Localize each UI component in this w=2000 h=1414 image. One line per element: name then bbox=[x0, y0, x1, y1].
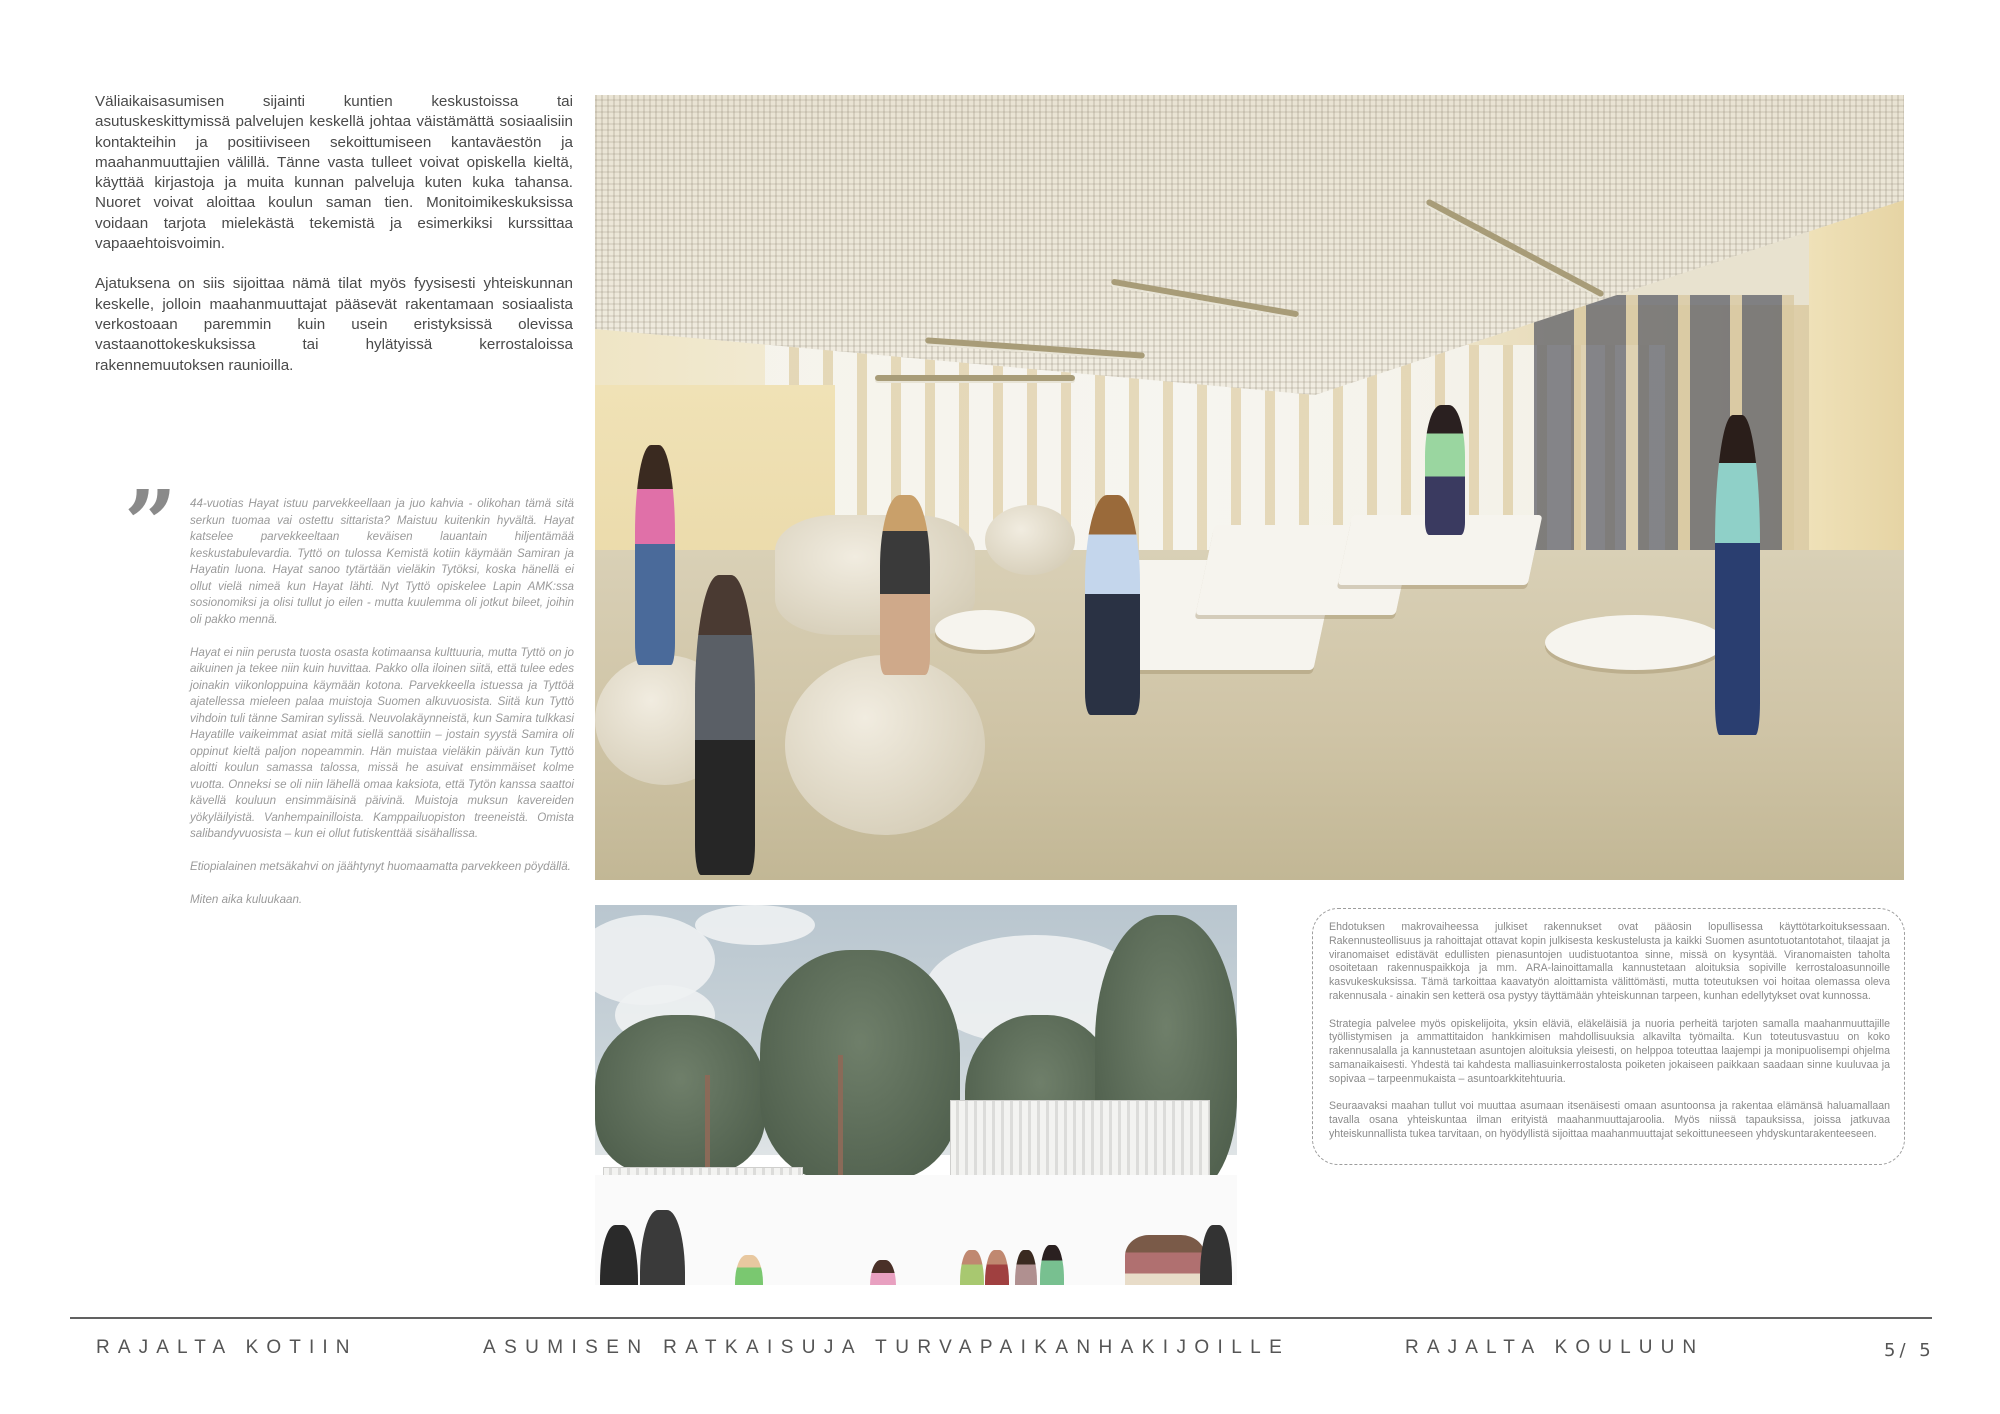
intro-paragraph-1: Väliaikaisasumisen sijainti kuntien keskustoissa tai asutuskeskittymissä palvelujen keskellä johtaa väistämättä sosiaalisiin kontakteihin ja positiiviseen sekoittumiseen kantaväestön ja maahanmuuttajien välillä. Tänne vasta tulleet voivat opiskella kieltä, käyttää kirjastoja ja muita kunnan palveluja kuten kuka tahansa. Nuoret voivat aloittaa koulun saman tien. Monitoimikeskuksissa voidaan tarjota mielekästä tekemistä ja esimerkiksi kurssittaa vapaaehtoisvoimin. bbox=[95, 93, 573, 253]
table bbox=[935, 610, 1035, 650]
pine-tree bbox=[760, 950, 960, 1180]
person bbox=[880, 495, 930, 675]
quote-mark-icon: ” bbox=[124, 470, 171, 578]
tree-trunk bbox=[838, 1055, 843, 1195]
info-box bbox=[1312, 908, 1905, 1165]
person bbox=[635, 445, 675, 665]
info-paragraph-3: Seuraavaksi maahan tullut voi muuttaa asumaan itsenäisesti omaan asuntoonsa ja rakentaa elämänsä haluamallaan tavalla osana yhteiskuntaa ilman erityistä maahanmuuttajaroolia. Myös niissä tapauksissa, joissa jatkuvaa yhteiskunnallista tukea tarvitaan, on hyödyllistä sijoittaa maahanmuuttajat sekoittuneeseen yhdyskuntarakenteeseen. bbox=[1329, 1100, 1890, 1140]
person bbox=[1085, 495, 1140, 715]
story-text bbox=[190, 496, 574, 925]
person bbox=[1125, 1235, 1205, 1285]
story-paragraph-2: Hayat ei niin perusta tuosta osasta kotimaansa kulttuuria, mutta Tyttö on jo aikuinen ja tekee niin kuin huvittaa. Pakko olla iloinen siitä, että tulee edes joinakin viikonloppuina käymään kotona. Parvekkeella istuessa ja Tyttöä ajatellessa mieleen palaa muistoja Suomen alkuvuosista. Siitä kun Tyttö vihdoin tuli tänne Samiran sylissä. Neuvolakäynneistä, kun Samira tulkkasi Hayatille vaikeimmat asiat mitä siellä sanottiin – jostain syystä Samira oli oppinut kieltä paljon nopeammin. Hän muistaa vieläkin päivän kun Tyttö aloitti koulun samassa talossa, missä he asuivat ensimmäiset kolme vuotta. Onneksi se oli niin lähellä omaa kaksiota, että Tytön kanssa saattoi kävellä kouluun ensimmäisinä päivinä. Muistoja muksun kavereiden yökyläilyistä. Vanhempainilloista. Kamppailuopiston treeneistä. Omista salibandyvuosista – kun ei ollut futiskenttää sisähallissa. bbox=[190, 645, 574, 840]
exterior-rendering-image bbox=[595, 905, 1237, 1285]
info-paragraph-1: Ehdotuksen makrovaiheessa julkiset rakennukset ovat pääosin lopullisessa käyttötarkoituksessaan. Rakennusteollisuus ja rahoittajat ottavat kopin julkisesta keskustelusta ja kaikki Suomen asuntotuotantotahot, tilaajat ja viranomaiset edistävät edullisten pienasuntojen uudistuotantoa sinne, missä on kysyntää. Viranomaisten taholta osoitetaan rakennuspaikkoja ja mm. ARA-lainoittamalla kannustetaan aloituksia sopiville kerrostaloasunnoille kasvukeskuksissa. Tämä tarkoittaa kaavatyön aloittamista välittömästi, mutta toteutuksen voi hoitaa olemassa oleva rakennusala - ainakin sen ketterä osa pystyy täyttämään yhteiskunnan tarpeen, kunhan edellytykset ovat kunnossa. bbox=[1329, 921, 1890, 1002]
footer-divider bbox=[70, 1317, 1932, 1319]
story-paragraph-1: 44-vuotias Hayat istuu parvekkeellaan ja juo kahvia - olikohan tämä sitä serkun tuomaa vai ostettu sittarista? Maistuu kuitenkin hyvältä. Hayat katselee parvekkeeltaan keväisen lauantain hiljentämää keskustabulevardia. Tyttö on tulossa Kemistä kotiin käymään Samiran ja Hayatin luona. Hayat sanoo tytärtään vieläkin Tytöksi, koska hänellä ei ollut vielä nimeä kun Hayat lähti. Nyt Tyttö opiskelee Lapin AMK:ssa sosionomiksi ja olisi tullut jo eilen - mutta kuulemma oli jotkut bileet, joihin oli pakko mennä. bbox=[190, 497, 574, 626]
page-number: 5/ 5 bbox=[1884, 1340, 1935, 1361]
person bbox=[1715, 415, 1760, 735]
pendant-lamp bbox=[875, 375, 1075, 381]
story-paragraph-3: Etiopialainen metsäkahvi on jäähtynyt huomaamatta parvekkeen pöydällä. bbox=[190, 860, 571, 873]
info-paragraph-2: Strategia palvelee myös opiskelijoita, yksin eläviä, eläkeläisiä ja nuoria perheitä tarjoten samalla maahanmuuttajille työllistymisen ja ammattitaidon hankkimisen mahdollisuuksia alkavilta työmailta. Kun toteutusvastuu on koko rakennusalalla ja kannustetaan asuntojen aloituksia yleisesti, on helppoa toteuttaa laajempi ja monipuolisempi ohjelma samanaikaisesti. Yhdestä tai kahdesta malliasuinkerrostalosta poiketen jokaiseen paikkaan saadaan sinne kuuluvaa ja sopivaa – tarpeenmukaista – asuntoarkkitehtuuria. bbox=[1329, 1017, 1890, 1085]
table bbox=[1545, 615, 1725, 670]
interior-rendering-image bbox=[595, 95, 1904, 880]
intro-text bbox=[95, 92, 573, 396]
footer-center-title: ASUMISEN RATKAISUJA TURVAPAIKANHAKIJOILLE bbox=[483, 1337, 1291, 1358]
pine-tree bbox=[595, 1015, 765, 1175]
footer-right-title: RAJALTA KOULUUN bbox=[1405, 1337, 1705, 1358]
cloud bbox=[695, 905, 815, 945]
intro-paragraph-2: Ajatuksena on siis sijoittaa nämä tilat myös fyysisesti yhteiskunnan keskelle, jolloin maahanmuuttajat pääsevät rakentamaan sosiaalista verkostoaan paremmin kuin usein eristyksissä olevissa vastaanottokeskuksissa tai hylätyissä kerrostaloissa rakennemuutoksen raunioilla. bbox=[95, 275, 573, 374]
footer-left-title: RAJALTA KOTIIN bbox=[96, 1337, 358, 1358]
story-paragraph-4: Miten aika kuluukaan. bbox=[190, 893, 303, 906]
person bbox=[1425, 405, 1465, 535]
pod-seat bbox=[985, 505, 1075, 575]
pod-seat bbox=[785, 655, 985, 835]
person bbox=[695, 575, 755, 875]
